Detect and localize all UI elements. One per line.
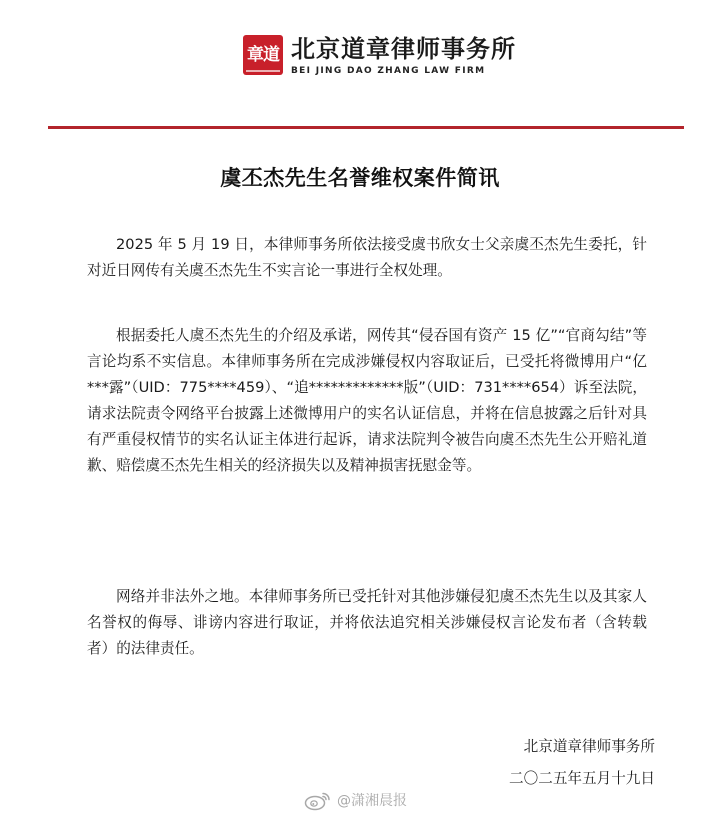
letterhead	[0, 0, 720, 130]
paragraph-litigation: 根据委托人虞丕杰先生的介绍及承诺，网传其“侵吞国有资产 15 亿”“官商勾结”等言论均系不实信息。本律师事务所在完成涉嫌侵权内容取证后，已受托将微博用户“亿***露”（UID：775****459）、“追*************版”（UID：731****654）诉至法院，请求法院责令网络平台披露上述微博用户的实名认证信息，并将在信息披露之后针对具有严重侵权情节的实名认证主体进行起诉，请求法院判令被告向虞丕杰先生公开赔礼道歉、赔偿虞丕杰先生相关的经济损失以及精神损害抚慰金等。	[87, 327, 647, 474]
signature-organization: 北京道章律师事务所	[523, 738, 655, 755]
document-title: 虞丕杰先生名誉维权案件简讯	[220, 166, 500, 190]
firm-seal-logo	[243, 35, 283, 75]
paragraph-engagement: 2025 年 5 月 19 日，本律师事务所依法接受虞书欣女士父亲虞丕杰先生委托，针对近日网传有关虞丕杰先生不实言论一事进行全权处理。	[87, 236, 647, 279]
paragraph-warning: 网络并非法外之地。本律师事务所已受托针对其他涉嫌侵犯虞丕杰先生以及其家人名誉权的侮辱、诽谤内容进行取证，并将依法追究相关涉嫌侵权言论发布者（含转载者）的法律责任。	[87, 588, 647, 657]
firm-name-english: BEI JING DAO ZHANG LAW FIRM	[291, 66, 486, 76]
letterhead-divider	[48, 126, 684, 129]
weibo-icon	[304, 791, 332, 811]
seal-underline	[246, 70, 280, 72]
seal-text: 章道	[247, 45, 279, 65]
watermark-text: @潇湘晨报	[337, 793, 407, 809]
weibo-watermark	[304, 791, 407, 811]
firm-name-chinese: 北京道章律师事务所	[291, 35, 516, 63]
signature-date: 二〇二五年五月十九日	[509, 770, 655, 787]
signature-block	[509, 731, 655, 795]
